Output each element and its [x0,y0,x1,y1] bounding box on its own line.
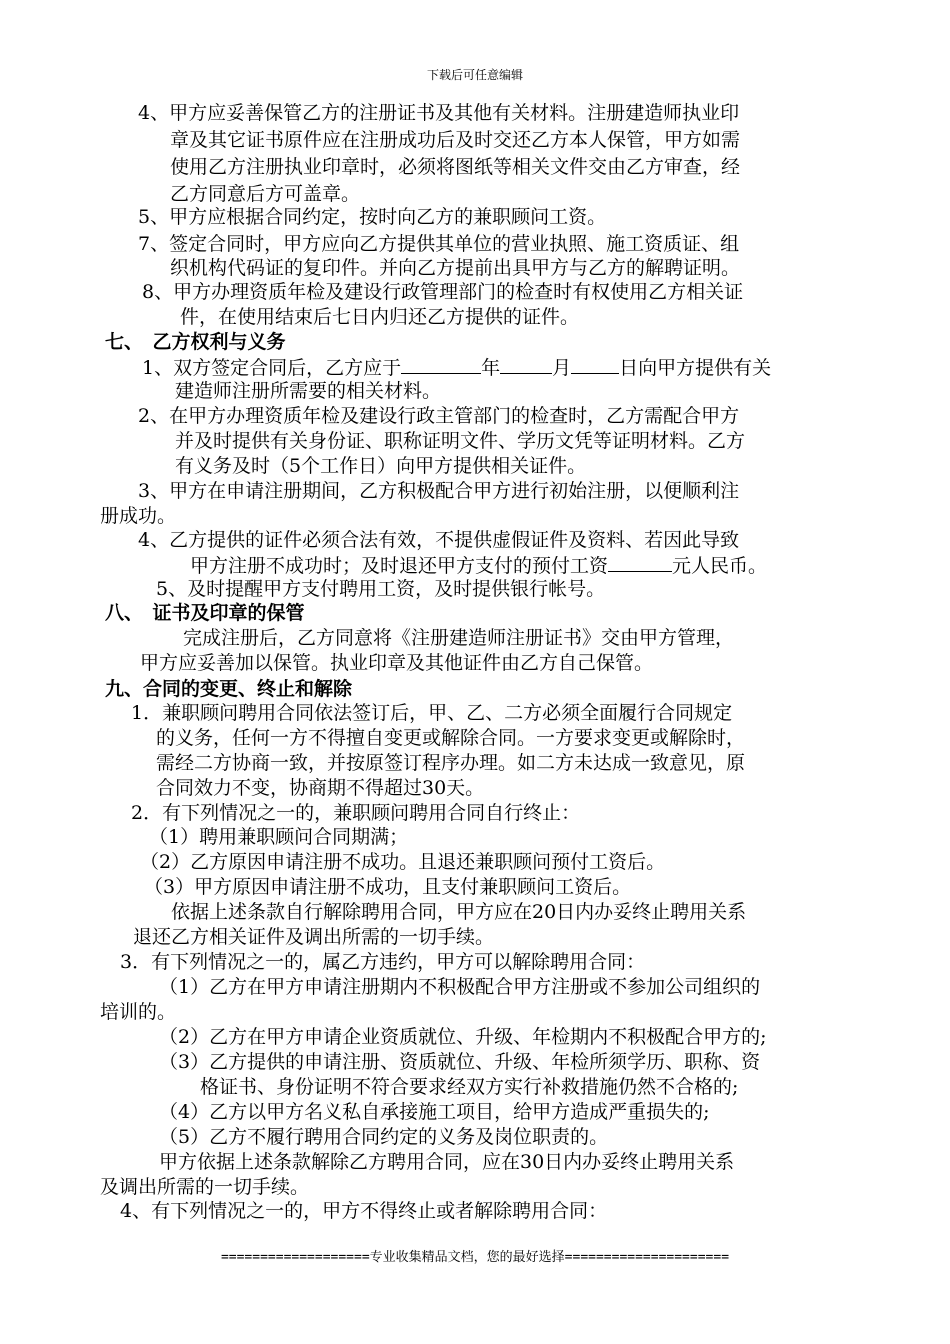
clause-line: 建造师注册所需要的相关材料。 [175,380,442,402]
clause-text: 元人民币。 [672,555,768,577]
clause-line: 7、签定合同时，甲方应向乙方提供其单位的营业执照、施工资质证、组 [138,233,740,255]
clause-line: 合同效力不变，协商期不得超过30天。 [156,777,485,799]
clause-line: 及调出所需的一切手续。 [100,1176,310,1198]
clause-line: 2．有下列情况之一的，兼职顾问聘用合同自行终止： [131,802,581,824]
clause-line: 甲方依据上述条款解除乙方聘用合同，应在30日内办妥终止聘用关系 [159,1151,735,1173]
clause-text: 日向甲方提供有关 [619,357,772,379]
section-heading: 九、合同的变更、终止和解除 [105,678,353,700]
clause-line [142,353,771,381]
clause-text: 年 [481,357,501,379]
clause-line: 乙方同意后方可盖章。 [170,183,361,205]
page-footer: ===================专业收集精品文档，您的最好选择===================== [220,1250,730,1265]
section-heading: 七、 乙方权利与义务 [105,331,286,353]
clause-line: 4、乙方提供的证件必须合法有效，不提供虚假证件及资料、若因此导致 [138,529,740,551]
clause-line: （3）乙方提供的申请注册、资质就位、升级、年检所须学历、职称、资 [159,1051,761,1073]
clause-line: 并及时提供有关身份证、职称证明文件、学历文凭等证明材料。乙方 [175,430,746,452]
clause-line: （1）乙方在甲方申请注册期内不积极配合甲方注册或不参加公司组织的 [159,976,761,998]
clause-line: 3．有下列情况之一的，属乙方违约，甲方可以解除聘用合同： [120,951,646,973]
clause-line: 5、甲方应根据合同约定，按时向乙方的兼职顾问工资。 [138,206,607,228]
clause-line: （3）甲方原因申请注册不成功，且支付兼职顾问工资后。 [144,876,632,898]
blank-field [500,353,552,374]
section-heading: 八、 证书及印章的保管 [105,602,305,624]
clause-line: 甲方应妥善加以保管。执业印章及其他证件由乙方自己保管。 [140,652,654,674]
clause-line: 使用乙方注册执业印章时，必须将图纸等相关文件交由乙方审查，经 [170,156,741,178]
clause-line: （4）乙方以甲方名义私自承接施工项目，给甲方造成严重损失的; [159,1101,710,1123]
clause-line: （5）乙方不履行聘用合同约定的义务及岗位职责的。 [159,1126,609,1148]
clause-text: 月 [552,357,572,379]
clause-line: （1）聘用兼职顾问合同期满； [149,826,409,848]
clause-line: 5、及时提醒甲方支付聘用工资，及时提供银行帐号。 [156,578,606,600]
clause-line: （2）乙方在甲方申请企业资质就位、升级、年检期内不积极配合甲方的; [159,1026,767,1048]
clause-line: 件，在使用结束后七日内归还乙方提供的证件。 [180,306,580,328]
blank-field [401,353,481,374]
page-header: 下载后可任意编辑 [426,68,523,82]
clause-line: 4、有下列情况之一的，甲方不得终止或者解除聘用合同： [120,1200,608,1222]
blank-field [608,551,672,572]
clause-line: 完成注册后，乙方同意将《注册建造师注册证书》交由甲方管理， [183,627,735,649]
clause-line: 需经二方协商一致，并按原签订程序办理。如二方未达成一致意见，原 [156,752,746,774]
clause-line: 2、在甲方办理资质年检及建设行政主管部门的检查时，乙方需配合甲方 [138,405,740,427]
clause-line: 有义务及时（5个工作日）向甲方提供相关证件。 [175,455,587,477]
clause-line: 培训的。 [100,1001,177,1023]
clause-line: 8、甲方办理资质年检及建设行政管理部门的检查时有权使用乙方相关证 [142,281,744,303]
clause-line: 4、甲方应妥善保管乙方的注册证书及其他有关材料。注册建造师执业印 [138,102,740,124]
clause-line: 章及其它证书原件应在注册成功后及时交还乙方本人保管，甲方如需 [170,129,741,151]
clause-line: 1．兼职顾问聘用合同依法签订后，甲、乙、二方必须全面履行合同规定 [131,702,733,724]
clause-line: 依据上述条款自行解除聘用合同，甲方应在20日内办妥终止聘用关系 [171,901,747,923]
clause-line: 格证书、身份证明不符合要求经双方实行补救措施仍然不合格的; [200,1076,739,1098]
clause-line: 册成功。 [100,505,177,527]
clause-line: 退还乙方相关证件及调出所需的一切手续。 [133,926,495,948]
clause-line: （2）乙方原因申请注册不成功。且退还兼职顾问预付工资后。 [140,851,666,873]
clause-line: 织机构代码证的复印件。并向乙方提前出具甲方与乙方的解聘证明。 [170,257,741,279]
clause-text: 1、双方签定合同后，乙方应于 [142,357,402,379]
clause-text: 甲方注册不成功时；及时退还甲方支付的预付工资 [190,555,609,577]
clause-line [190,551,767,579]
clause-line: 3、甲方在申请注册期间，乙方积极配合甲方进行初始注册，以便顺利注 [138,480,740,502]
blank-field [571,353,619,374]
clause-line: 的义务，任何一方不得擅自变更或解除合同。一方要求变更或解除时， [156,727,746,749]
